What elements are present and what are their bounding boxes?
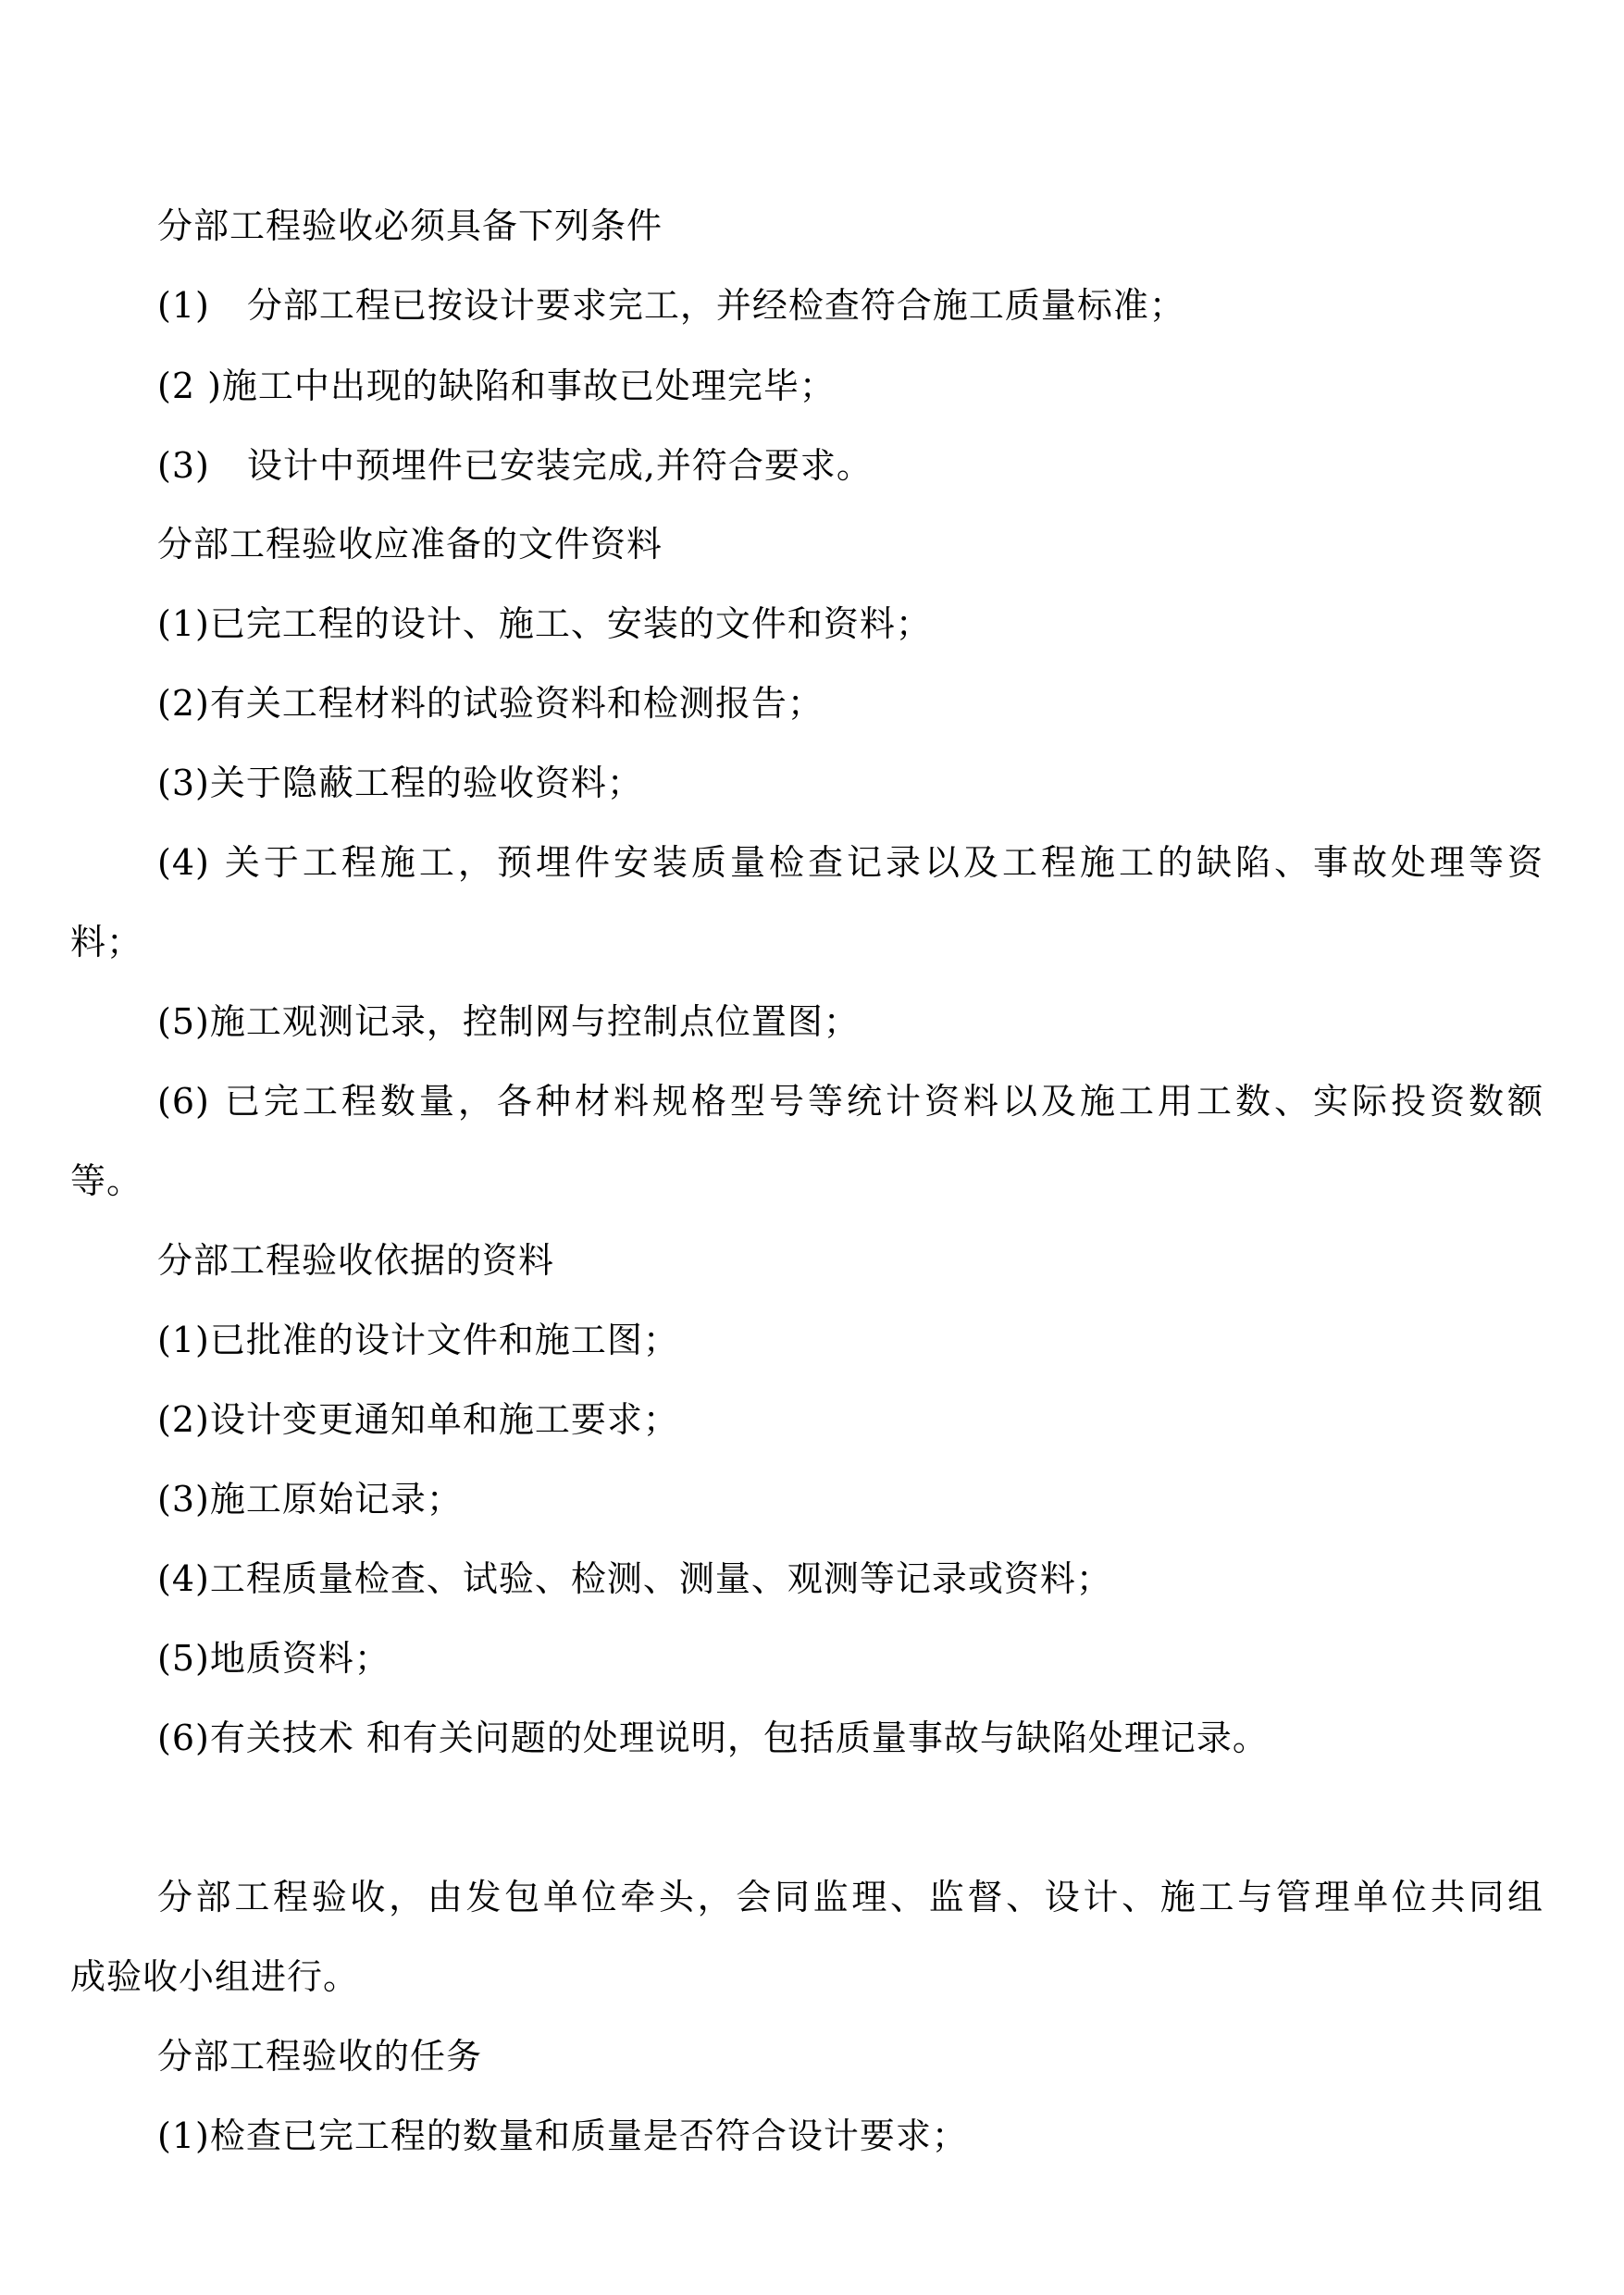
item-continuation: 等。 bbox=[70, 1160, 143, 1201]
list-item bbox=[157, 443, 873, 488]
item-number: (5) bbox=[157, 1638, 210, 1679]
list-item bbox=[157, 761, 643, 805]
list-item bbox=[157, 840, 1543, 885]
item-number: (6) bbox=[157, 1718, 210, 1758]
item-number: (3) bbox=[157, 763, 210, 803]
section-heading: 分部工程验收必须具备下列条件 bbox=[157, 205, 663, 246]
item-text: 地质资料； bbox=[209, 1638, 391, 1679]
list-item bbox=[157, 1397, 679, 1442]
list-item bbox=[157, 2114, 968, 2158]
list-item bbox=[157, 283, 1185, 328]
item-number: (4) bbox=[157, 842, 210, 883]
item-text: 施工原始记录； bbox=[209, 1479, 463, 1520]
item-text: 设计变更通知单和施工要求； bbox=[209, 1399, 679, 1440]
item-number: (1) bbox=[157, 603, 210, 644]
item-text: 分部工程已按设计要求完工，并经检查符合施工质量标准； bbox=[246, 285, 1185, 326]
list-item bbox=[157, 681, 824, 726]
list-item bbox=[157, 1557, 1112, 1601]
list-item bbox=[157, 1318, 679, 1362]
item-text: 施工观测记录，控制网与控制点位置图； bbox=[209, 1001, 860, 1042]
item-text: 已完工程的设计、施工、安装的文件和资料； bbox=[209, 603, 932, 644]
section-heading: 分部工程验收应准备的文件资料 bbox=[157, 524, 663, 564]
item-number: (2 ) bbox=[157, 366, 222, 406]
item-number: (2) bbox=[157, 683, 210, 724]
list-item bbox=[157, 602, 932, 646]
item-text: 关于工程施工，预埋件安装质量检查记录以及工程施工的缺陷、事故处理等资 bbox=[224, 842, 1543, 883]
paragraph-line: 成验收小组进行。 bbox=[70, 1956, 360, 1997]
item-text: 有关技术 和有关问题的处理说明，包括质量事故与缺陷处理记录。 bbox=[209, 1718, 1269, 1758]
item-number: (6) bbox=[157, 1081, 210, 1122]
list-item bbox=[157, 1716, 1269, 1760]
item-text: 关于隐蔽工程的验收资料； bbox=[209, 763, 643, 803]
item-text: 有关工程材料的试验资料和检测报告； bbox=[209, 683, 824, 724]
item-number: (1) bbox=[157, 2115, 210, 2156]
item-text: 工程质量检查、试验、检测、测量、观测等记录或资料； bbox=[209, 1558, 1112, 1599]
item-text: 已完工程数量，各种材料规格型号等统计资料以及施工用工数、实际投资数额 bbox=[224, 1081, 1543, 1122]
item-number: (4) bbox=[157, 1558, 210, 1599]
section-heading: 分部工程验收的任务 bbox=[157, 2036, 483, 2077]
item-text: 设计中预埋件已安装完成,并符合要求。 bbox=[246, 445, 873, 486]
item-text: 施工中出现的缺陷和事故已处理完毕； bbox=[221, 366, 836, 406]
paragraph-line: 分部工程验收，由发包单位牵头，会同监理、监督、设计、施工与管理单位共同组 bbox=[157, 1877, 1543, 1917]
item-number: (3) bbox=[157, 1479, 210, 1520]
item-number: (1) bbox=[157, 1320, 210, 1360]
item-text: 检查已完工程的数量和质量是否符合设计要求； bbox=[209, 2115, 968, 2156]
item-continuation: 料； bbox=[70, 922, 143, 962]
list-item bbox=[157, 999, 860, 1044]
item-number: (3) bbox=[157, 445, 210, 486]
item-number: (5) bbox=[157, 1001, 210, 1042]
list-item bbox=[157, 1079, 1543, 1123]
section-heading: 分部工程验收依据的资料 bbox=[157, 1240, 555, 1281]
item-number: (1) bbox=[157, 285, 210, 326]
item-text: 已批准的设计文件和施工图； bbox=[209, 1320, 679, 1360]
item-number: (2) bbox=[157, 1399, 210, 1440]
list-item bbox=[157, 1477, 463, 1521]
list-item bbox=[157, 364, 836, 408]
list-item bbox=[157, 1636, 391, 1681]
